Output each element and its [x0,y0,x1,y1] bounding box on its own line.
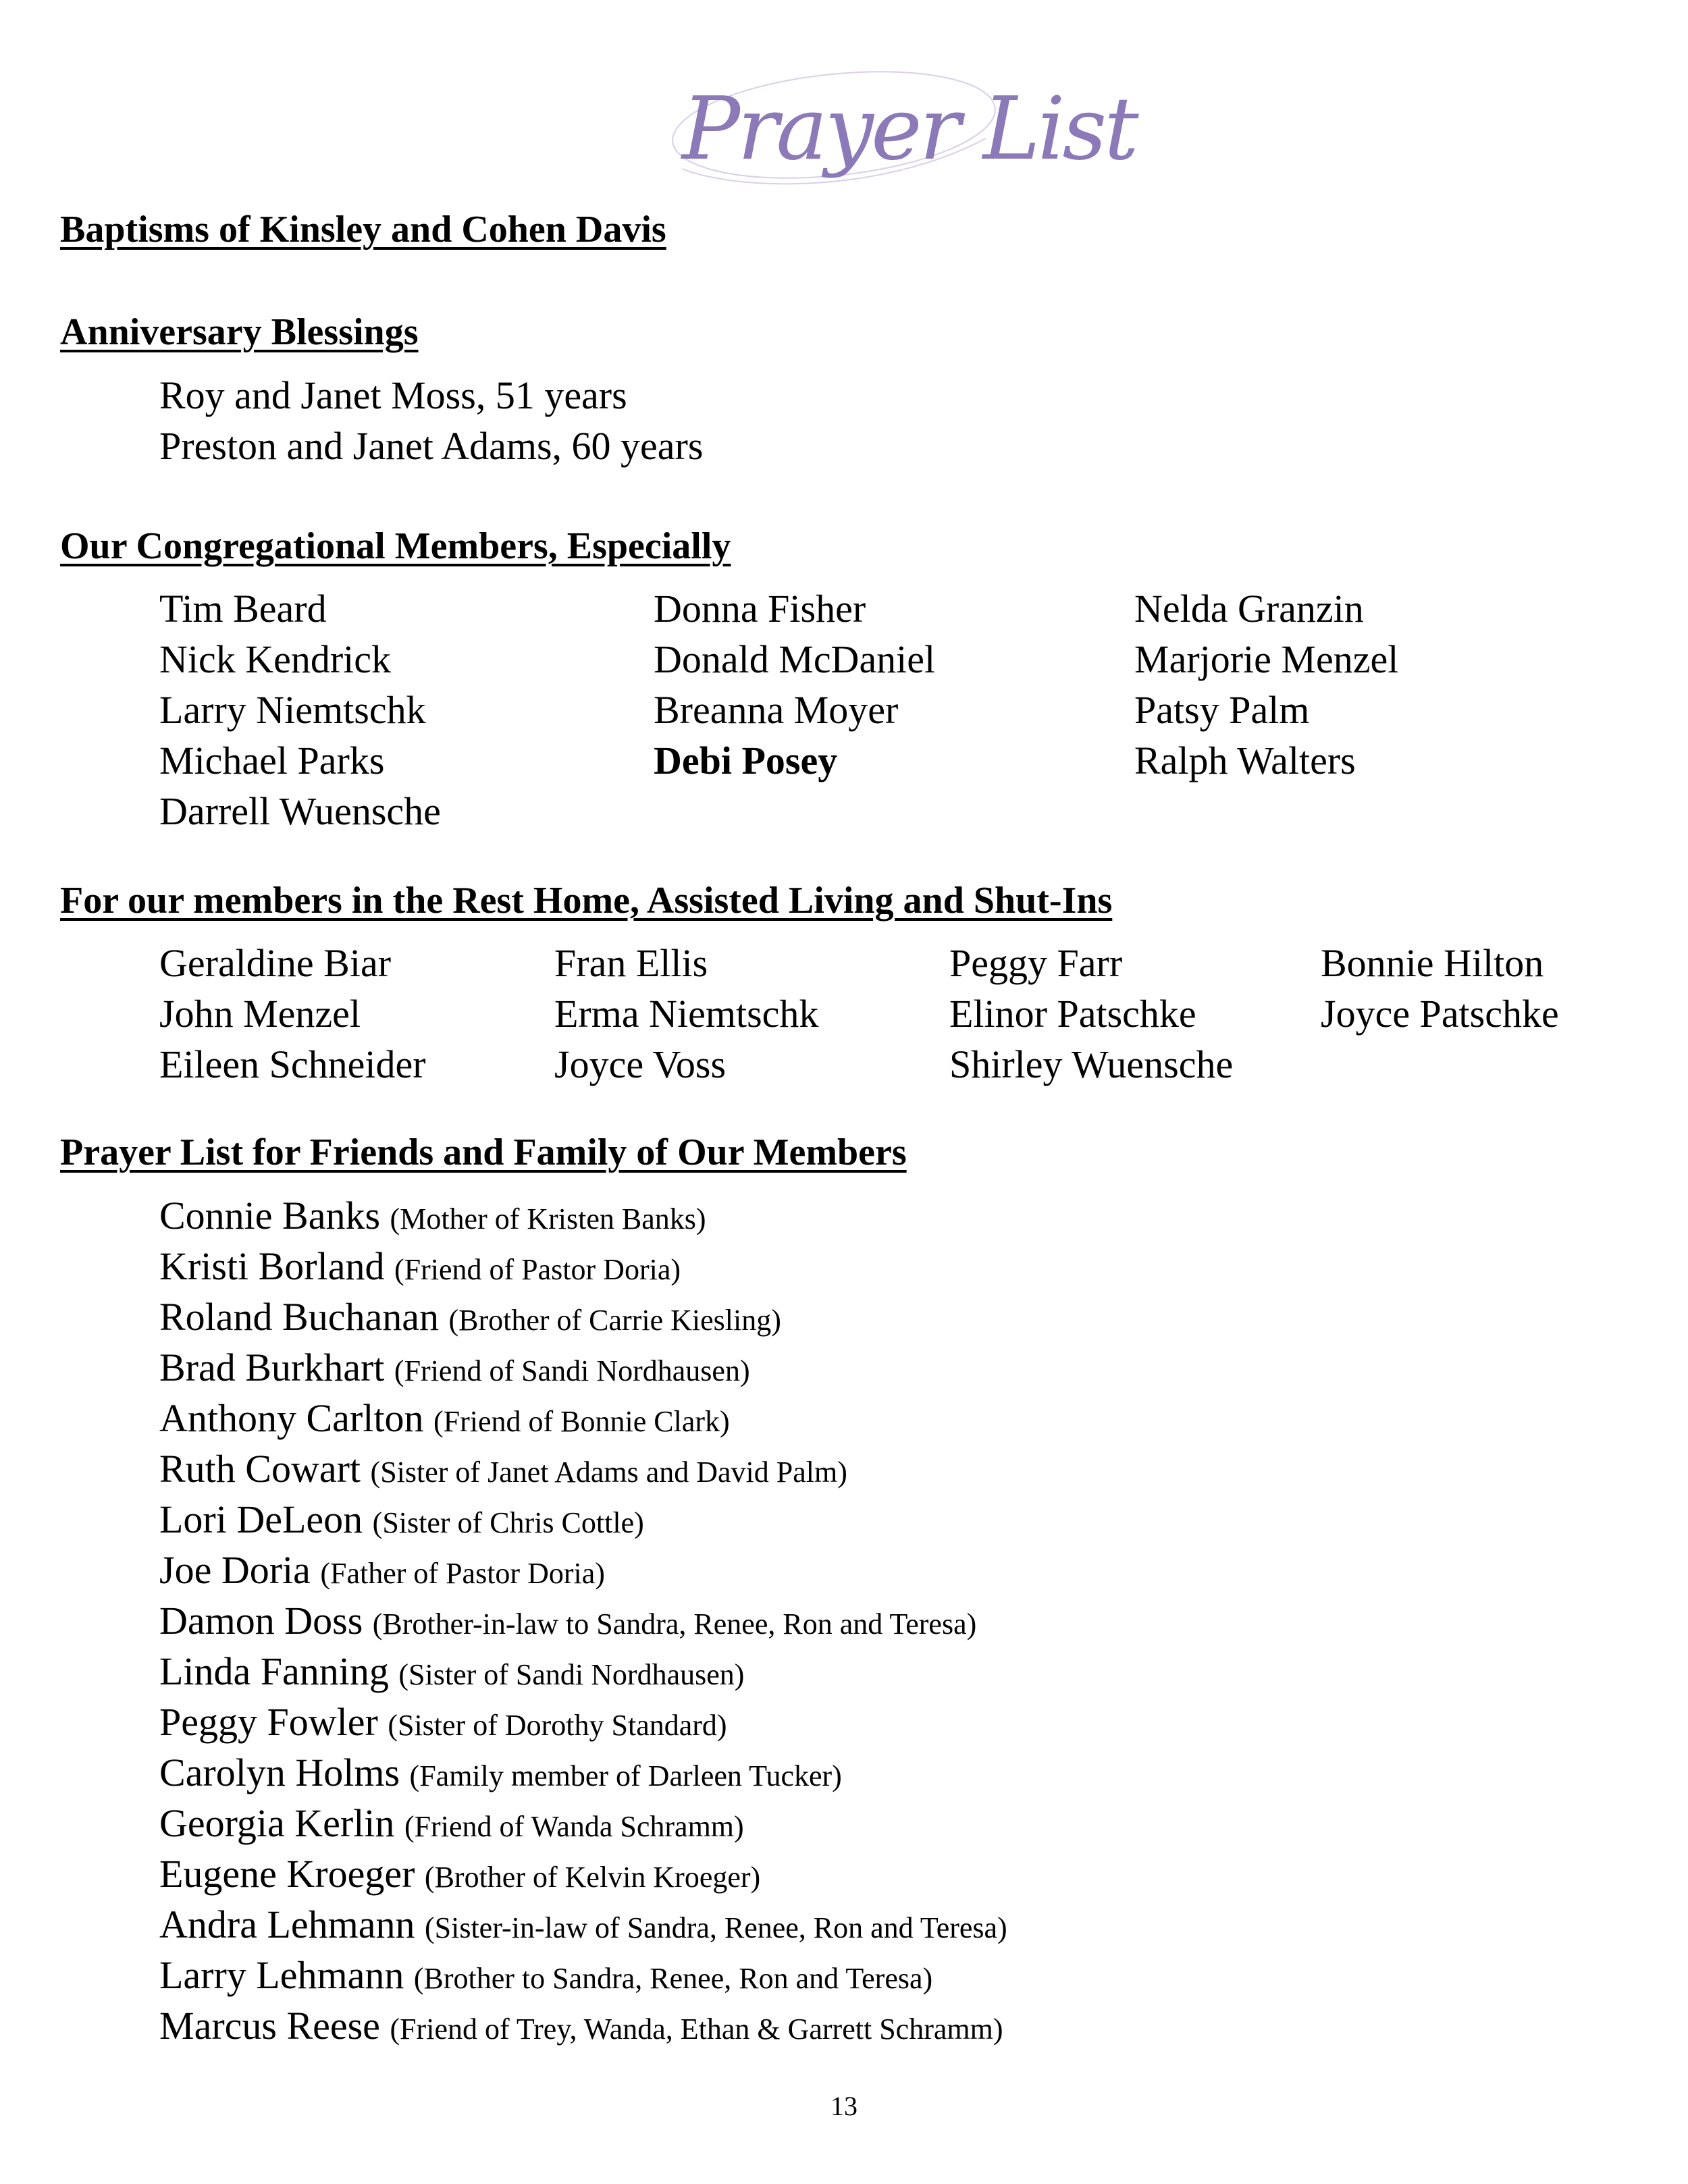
friends-relation: (Brother of Kelvin Kroeger) [424,1861,761,1894]
friends-item [159,1902,1007,1946]
resthome-name: Joyce Patschke [1321,992,1559,1036]
friends-item [159,1295,781,1339]
resthome-name: Geraldine Biar [159,941,392,985]
friends-item [159,1753,842,1792]
friends-item [159,1244,681,1288]
friends-name: Brad Burkhart [159,1346,385,1389]
member-name: Donald McDaniel [654,637,936,681]
baptisms-heading: Baptisms of Kinsley and Cohen Davis [60,209,666,250]
page-number: 13 [830,2091,858,2121]
resthome-name: Erma Niemtschk [554,992,819,1036]
friends-item [159,1649,745,1693]
friends-name: Ruth Cowart [159,1447,361,1491]
resthome-name: Elinor Patschke [949,992,1196,1036]
friends-heading: Prayer List for Friends and Family of Our Members [60,1131,907,1173]
member-name-highlighted: Debi Posey [654,739,838,782]
friends-name: Linda Fanning [159,1649,389,1693]
member-name: Donna Fisher [654,587,866,631]
friends-item [159,1801,744,1845]
member-name: Larry Niemtschk [159,688,426,732]
friends-relation: (Mother of Kristen Banks) [390,1202,706,1235]
anniversary-heading: Anniversary Blessings [60,311,419,353]
resthome-name: Peggy Farr [949,941,1123,985]
friends-name: Damon Doss [159,1599,363,1643]
friends-name: Andra Lehmann [159,1902,415,1946]
friends-relation: (Family member of Darleen Tucker) [409,1759,842,1792]
friends-item [159,1700,727,1744]
friends-item [159,1601,976,1641]
friends-item [159,1196,706,1235]
friends-name: Lori DeLeon [159,1497,363,1541]
friends-relation: (Friend of Pastor Doria) [394,1253,681,1286]
member-name: Darrell Wuensche [159,789,441,833]
anniversary-item: Roy and Janet Moss, 51 years [159,373,627,417]
friends-relation: (Friend of Bonnie Clark) [433,1405,730,1438]
friends-relation: (Brother-in-law to Sandra, Renee, Ron and Teresa) [372,1607,977,1641]
friends-name: Kristi Borland [159,1244,385,1288]
resthome-name: Eileen Schneider [159,1042,426,1086]
resthome-name: Bonnie Hilton [1321,941,1544,985]
friends-relation: (Sister of Dorothy Standard) [388,1709,727,1742]
friends-relation: (Friend of Wanda Schramm) [404,1810,744,1843]
resthome-name: Shirley Wuensche [949,1042,1234,1086]
resthome-heading: For our members in the Rest Home, Assisted Living and Shut-Ins [60,880,1113,922]
friends-item [159,1953,933,1997]
friends-name: Larry Lehmann [159,1953,404,1997]
friends-relation: (Sister of Sandi Nordhausen) [398,1658,745,1691]
resthome-name: Joyce Voss [554,1042,727,1086]
member-name: Breanna Moyer [654,688,899,732]
friends-relation: (Sister of Chris Cottle) [372,1506,644,1539]
friends-name: Peggy Fowler [159,1700,378,1744]
friends-item [159,1449,847,1489]
member-name: Nick Kendrick [159,637,392,681]
resthome-name: John Menzel [159,992,361,1036]
friends-name: Roland Buchanan [159,1295,439,1339]
friends-item [159,1396,730,1440]
svg-text:Prayer List: Prayer List [682,79,1136,180]
friends-item [159,1548,605,1592]
friends-item [159,1852,761,1896]
friends-relation: (Father of Pastor Doria) [320,1557,605,1590]
friends-relation: (Brother of Carrie Kiesling) [448,1304,781,1337]
friends-relation: (Sister of Janet Adams and David Palm) [370,1456,847,1489]
friends-item [159,1497,644,1541]
anniversary-item: Preston and Janet Adams, 60 years [159,424,704,468]
prayer-list-logo [662,57,1136,206]
member-name: Ralph Walters [1134,739,1356,782]
friends-name: Georgia Kerlin [159,1801,395,1845]
congregational-heading: Our Congregational Members, Especially [60,525,731,567]
member-name: Michael Parks [159,739,385,782]
friends-name: Marcus Reese [159,2004,380,2048]
resthome-name: Fran Ellis [554,941,708,985]
member-name: Nelda Granzin [1134,587,1364,631]
member-name: Tim Beard [159,587,327,631]
friends-name: Connie Banks [159,1194,381,1237]
member-name: Patsy Palm [1134,688,1310,732]
friends-relation: (Friend of Sandi Nordhausen) [394,1354,750,1387]
friends-relation: (Brother to Sandra, Renee, Ron and Teresa) [413,1962,933,1995]
friends-name: Carolyn Holms [159,1751,400,1794]
friends-item [159,2006,1003,2046]
member-name: Marjorie Menzel [1134,637,1399,681]
friends-relation: (Friend of Trey, Wanda, Ethan & Garrett Schramm) [390,2013,1003,2046]
friends-name: Anthony Carlton [159,1396,424,1440]
friends-name: Joe Doria [159,1548,311,1592]
friends-item [159,1348,750,1387]
friends-name: Eugene Kroeger [159,1852,415,1896]
friends-relation: (Sister-in-law of Sandra, Renee, Ron and Teresa) [424,1911,1007,1944]
